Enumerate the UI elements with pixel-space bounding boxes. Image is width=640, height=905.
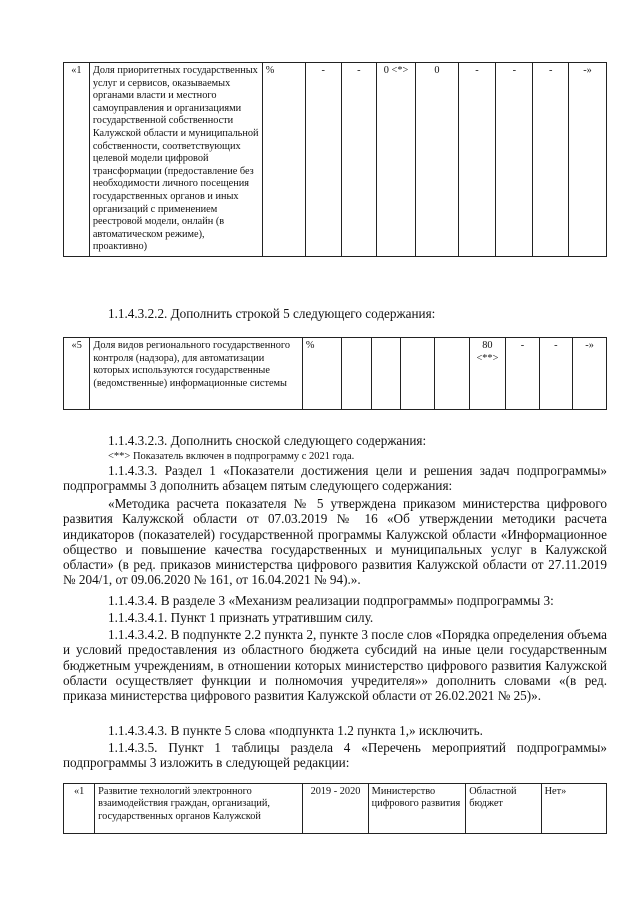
paragraph: 1.1.4.3.5. Пункт 1 таблицы раздела 4 «Перечень мероприятий подпрограммы» подпрограммы 3 изложить в следующей редакции: xyxy=(63,740,607,771)
value-cell: - xyxy=(539,338,572,410)
row-number: «5 xyxy=(64,338,90,410)
indicator-name: Доля видов регионального государственного контроля (надзора), для автоматизации которых используются государственные (ведомственные) информационные системы xyxy=(90,338,303,410)
value-cell: -» xyxy=(568,63,606,257)
value-cell xyxy=(342,338,372,410)
measures-table xyxy=(63,783,607,834)
unit-cell: % xyxy=(302,338,341,410)
value-cell: - xyxy=(506,338,539,410)
value-cell: Нет» xyxy=(541,784,606,834)
paragraph: 1.1.4.3.2.3. Дополнить сноской следующего содержания: xyxy=(108,433,427,448)
value-cell xyxy=(434,338,469,410)
indicator-table-1 xyxy=(63,62,607,257)
paragraph: 1.1.4.3.4.3. В пункте 5 слова «подпункта 1.2 пункта 1,» исключить. xyxy=(108,723,483,738)
indicator-name: Доля приоритетных государственных услуг и сервисов, оказываемых органами власти и местного самоуправления и организациями государственной собственности Калужской области и муниципальной собственности, соответствующих целевой модели цифровой трансформации (предоставление без необходимости личного посещения государственных органов и иных организаций с применением реестровой модели, онлайн (в автоматическом режиме), проактивно) xyxy=(89,63,262,257)
table-row xyxy=(64,338,607,410)
row-number: «1 xyxy=(64,784,95,834)
value-cell: - xyxy=(533,63,569,257)
value-cell: 80 <**> xyxy=(469,338,505,410)
paragraph: 1.1.4.3.4.2. В подпункте 2.2 пункта 2, пункте 3 после слов «Порядка определения объема и условий предоставления из областного бюджета субсидий на иные цели государственным бюджетным учреждениям, в отношении которых министерство цифрового развития Калужской области осуществляет функции и полномочия учредителя»» дополнить словами «(в ред. приказа министерства цифрового развития Калужской области от 26.02.2021 № 25)». xyxy=(63,627,608,704)
value-cell: 0 xyxy=(416,63,459,257)
table-row xyxy=(64,784,607,834)
value-cell: -» xyxy=(573,338,607,410)
indicator-table-2 xyxy=(63,337,607,410)
paragraph: 1.1.4.3.4. В разделе 3 «Механизм реализации подпрограммы» подпрограммы 3: xyxy=(108,593,554,608)
value-cell: - xyxy=(458,63,495,257)
paragraph: «Методика расчета показателя № 5 утверждена приказом министерства цифрового развития Калужской области от 07.03.2019 № 16 «Об утверждении методики расчета индикаторов (показателей) государственной программы Калужской области «Информационное общество и повышение качества государственных и муниципальных услуг в Калужской области» (в ред. приказов министерства цифрового развития Калужской области от 27.11.2019 № 204/1, от 09.06.2020 № 161, от 16.04.2021 № 94).». xyxy=(63,496,607,588)
value-cell: - xyxy=(341,63,377,257)
value-cell: - xyxy=(306,63,342,257)
table-row xyxy=(64,63,607,257)
executor-cell: Министерство цифрового развития xyxy=(368,784,466,834)
paragraph: 1.1.4.3.4.1. Пункт 1 признать утратившим силу. xyxy=(108,610,374,625)
source-cell: Областной бюджет xyxy=(466,784,541,834)
period-cell: 2019 - 2020 xyxy=(303,784,368,834)
value-cell xyxy=(401,338,434,410)
unit-cell: % xyxy=(262,63,305,257)
paragraph: 1.1.4.3.2.2. Дополнить строкой 5 следующего содержания: xyxy=(108,306,436,321)
footnote: <**> Показатель включен в подпрограмму с 2021 года. xyxy=(108,451,355,462)
row-number: «1 xyxy=(64,63,90,257)
value-cell xyxy=(371,338,401,410)
paragraph: 1.1.4.3.3. Раздел 1 «Показатели достижения цели и решения задач подпрограммы» подпрограммы 3 дополнить абзацем пятым следующего содержания: xyxy=(63,463,607,494)
value-cell: - xyxy=(496,63,533,257)
measure-name: Развитие технологий электронного взаимодействия граждан, организаций, государственных органов Калужской xyxy=(95,784,303,834)
value-cell: 0 <*> xyxy=(377,63,416,257)
